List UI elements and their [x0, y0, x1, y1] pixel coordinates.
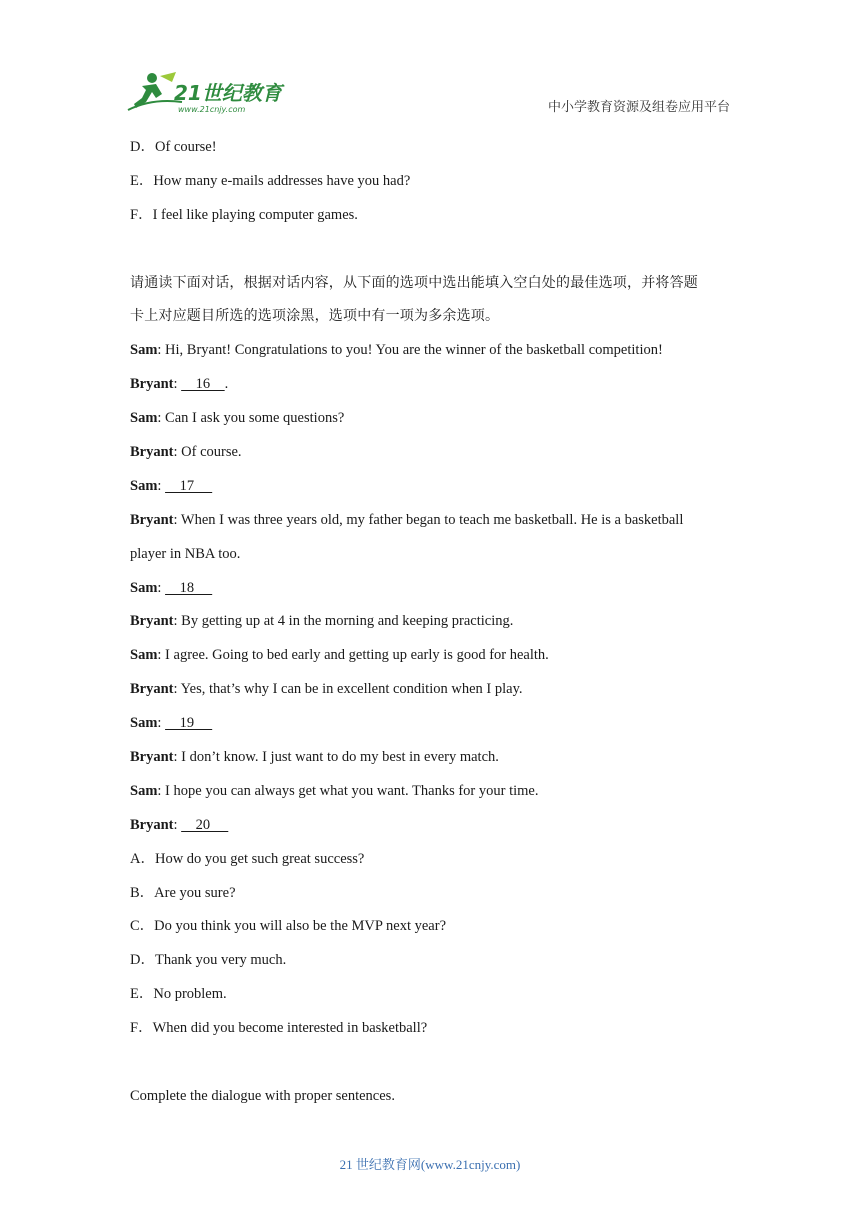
- speaker-name: Bryant: [130, 376, 174, 393]
- speaker-name: Sam: [130, 579, 158, 596]
- speaker-name: Sam: [130, 410, 158, 427]
- dialogue-line: [130, 778, 740, 812]
- answer-blank: 19: [165, 715, 213, 732]
- next-task-text: Complete the dialogue with proper sentences.: [130, 1087, 395, 1104]
- answer-options: [130, 846, 740, 1049]
- speaker-name: Bryant: [130, 511, 174, 528]
- dialogue-line: [130, 371, 740, 405]
- option-item: C．Do you think you will also be the MVP next year?: [130, 918, 447, 935]
- dialogue: [130, 337, 740, 845]
- instruction-line-2: 卡上对应题目所选的选项涂黑，选项中有一项为多余选项。: [130, 308, 500, 325]
- dialogue-text: :: [157, 715, 166, 732]
- dialogue-text: : Of course.: [173, 444, 242, 461]
- dialogue-text: :: [157, 477, 166, 494]
- dialogue-text: : Hi, Bryant! Congratulations to you! You are the winner of the basketball competition!: [157, 342, 663, 359]
- dialogue-text: :: [157, 579, 166, 596]
- speaker-name: Bryant: [130, 444, 174, 461]
- dialogue-line: [130, 608, 740, 642]
- dialogue-text: : I hope you can always get what you want. Thanks for your time.: [157, 782, 539, 799]
- speaker-name: Sam: [130, 782, 158, 799]
- speaker-name: Bryant: [130, 816, 174, 833]
- logo-main-text: 21世纪教育: [174, 81, 282, 105]
- spacer: [130, 1049, 740, 1083]
- answer-blank: 16: [181, 376, 225, 393]
- instruction-line-1: 请通读下面对话，根据对话内容，从下面的选项中选出能填入空白处的最佳选项，并将答题: [130, 274, 698, 291]
- dialogue-line: [130, 439, 740, 473]
- logo: [122, 68, 292, 116]
- dialogue-text: .: [224, 376, 229, 393]
- dialogue-line: [130, 575, 740, 609]
- dialogue-line: [130, 812, 740, 846]
- speaker-name: Bryant: [130, 681, 174, 698]
- option-item: F．When did you become interested in basketball?: [130, 1020, 428, 1037]
- dialogue-line: [130, 744, 740, 778]
- option-item: E．How many e-mails addresses have you had?: [130, 172, 411, 189]
- option-item: D．Of course!: [130, 139, 217, 155]
- header-platform-text: 中小学教育资源及组卷应用平台: [547, 100, 730, 115]
- speaker-name: Sam: [130, 477, 158, 494]
- dialogue-text: : I don’t know. I just want to do my best in every match.: [173, 749, 499, 766]
- answer-blank: 18: [165, 579, 213, 596]
- answer-blank: 20: [181, 816, 229, 833]
- speaker-name: Bryant: [130, 613, 174, 630]
- option-item: E．No problem.: [130, 986, 227, 1003]
- option-item: F．I feel like playing computer games.: [130, 206, 358, 223]
- dialogue-text: : By getting up at 4 in the morning and keeping practicing.: [173, 613, 514, 630]
- dialogue-text: : Can I ask you some questions?: [157, 410, 345, 427]
- dialogue-line: [130, 642, 740, 676]
- dialogue-line: [130, 676, 740, 710]
- option-item: A．How do you get such great success?: [130, 850, 365, 867]
- option-item: B．Are you sure?: [130, 884, 236, 901]
- dialogue-text: : Yes, that’s why I can be in excellent condition when I play.: [173, 681, 523, 698]
- dialogue-line: [130, 473, 740, 507]
- speaker-name: Sam: [130, 342, 158, 359]
- document-body: [130, 134, 740, 1117]
- dialogue-text: :: [173, 816, 182, 833]
- logo-url-text: www.21cnjy.com: [178, 105, 246, 114]
- dialogue-text: : I agree. Going to bed early and getting up early is good for health.: [157, 647, 549, 664]
- answer-blank: 17: [165, 477, 213, 494]
- speaker-name: Sam: [130, 715, 158, 732]
- speaker-name: Sam: [130, 647, 158, 664]
- dialogue-line: [130, 405, 740, 439]
- dialogue-text: : When I was three years old, my father began to teach me basketball. He is a basketball: [173, 511, 684, 528]
- dialogue-text: :: [173, 376, 182, 393]
- spacer: [130, 236, 740, 270]
- dialogue-line: player in NBA too.: [130, 545, 241, 562]
- dialogue-line: [130, 710, 740, 744]
- dialogue-line: [130, 507, 740, 541]
- option-item: D．Thank you very much.: [130, 952, 287, 969]
- dialogue-line: [130, 337, 740, 371]
- speaker-name: Bryant: [130, 749, 174, 766]
- footer-text: 21 世纪教育网(www.21cnjy.com): [339, 1157, 521, 1172]
- previous-options: [130, 134, 740, 236]
